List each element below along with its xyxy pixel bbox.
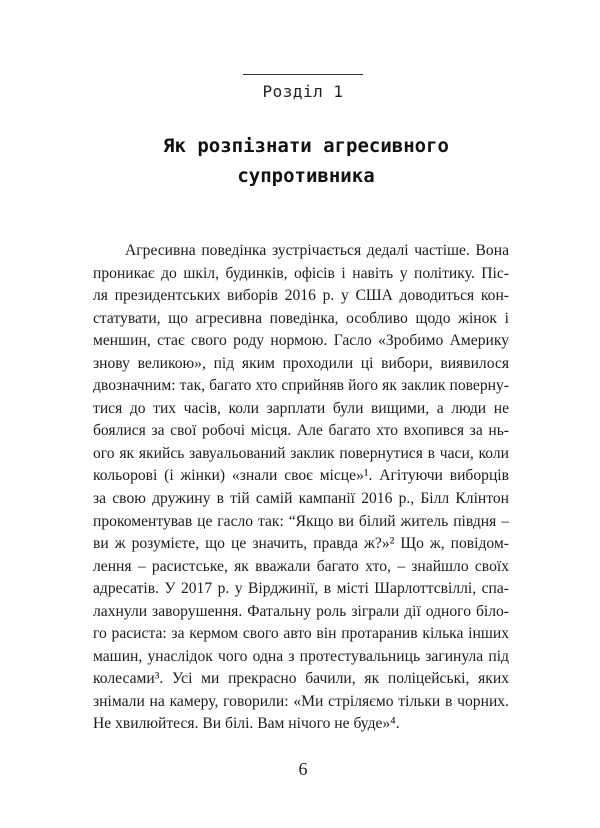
paragraph-line: ви ж розумієте, що це значить, правда ж?»² Що ж, повідом- xyxy=(93,535,509,553)
paragraph-line: Не хвилюйтеся. Ви білі. Вам нічого не буде»⁴. xyxy=(93,715,400,733)
paragraph-line: за свою дружину в тій самій кампанії 2016 р., Білл Клінтон xyxy=(93,490,509,508)
paragraph-line: меншин, стає свого роду нормою. Гасло «Зробимо Америку xyxy=(93,332,509,350)
paragraph-line: тися до тих часів, коли зарплати були вищими, а люди не xyxy=(93,399,509,417)
paragraph-line: ого як якийсь завуальований заклик повернутися в часи, коли xyxy=(93,444,509,462)
chapter-title-line: супротивника xyxy=(237,165,375,187)
paragraph-line: лення – расистське, як вважали багато хто, – знайшло своїх xyxy=(93,557,509,575)
paragraph-line: адресатів. У 2017 р. у Вірджинії, в місті Шарлоттсвіллі, спа- xyxy=(93,580,509,598)
paragraph-line: двозначним: так, багато хто сприйняв його як заклик поверну- xyxy=(93,377,509,395)
paragraph-line: Агресивна поведінка зустрічається дедалі частіше. Вона xyxy=(125,242,509,259)
paragraph-line: ля президентських виборів 2016 р. у США доводиться кон- xyxy=(93,287,509,305)
paragraph-line: боялися за свої робочі місця. Але багато хто вхопився за нь- xyxy=(93,422,509,440)
paragraph-line: знімали на камеру, говорили: «Ми стріляємо тільки в чорних. xyxy=(93,692,509,710)
paragraph-line: колесами³. Усі ми прекрасно бачили, як поліцейські, яких xyxy=(93,670,509,688)
chapter-title-line: Як розпізнати агресивного xyxy=(163,135,449,157)
body-paragraph xyxy=(93,240,509,736)
paragraph-line: го расиста: за кермом свого авто він протаранив кілька інших xyxy=(93,625,509,643)
paragraph-line: прокоментував це гасло так: “Якщо ви білий житель півдня – xyxy=(93,512,509,530)
paragraph-line: статувати, що агресивна поведінка, особливо щодо жінок і xyxy=(93,309,509,327)
paragraph-line: лахнули заворушення. Фатальну роль зіграли дії одного біло- xyxy=(93,602,509,620)
paragraph-line: знову великою», під яким проходили ці вибори, виявилося xyxy=(93,354,509,372)
paragraph-line: проникає до шкіл, будинків, офісів і навіть у політику. Піс- xyxy=(93,264,509,282)
paragraph-line: кольорові (і жінки) «знали своє місце»¹. Агітуючи виборців xyxy=(93,467,509,485)
chapter-heading: Розділ 1 xyxy=(262,82,344,101)
chapter-rule xyxy=(243,74,363,75)
chapter-title xyxy=(0,131,600,191)
page-number: 6 xyxy=(298,759,308,779)
paragraph-line: машин, унаслідок чого одна з протестувальниць загинула під xyxy=(93,647,509,665)
